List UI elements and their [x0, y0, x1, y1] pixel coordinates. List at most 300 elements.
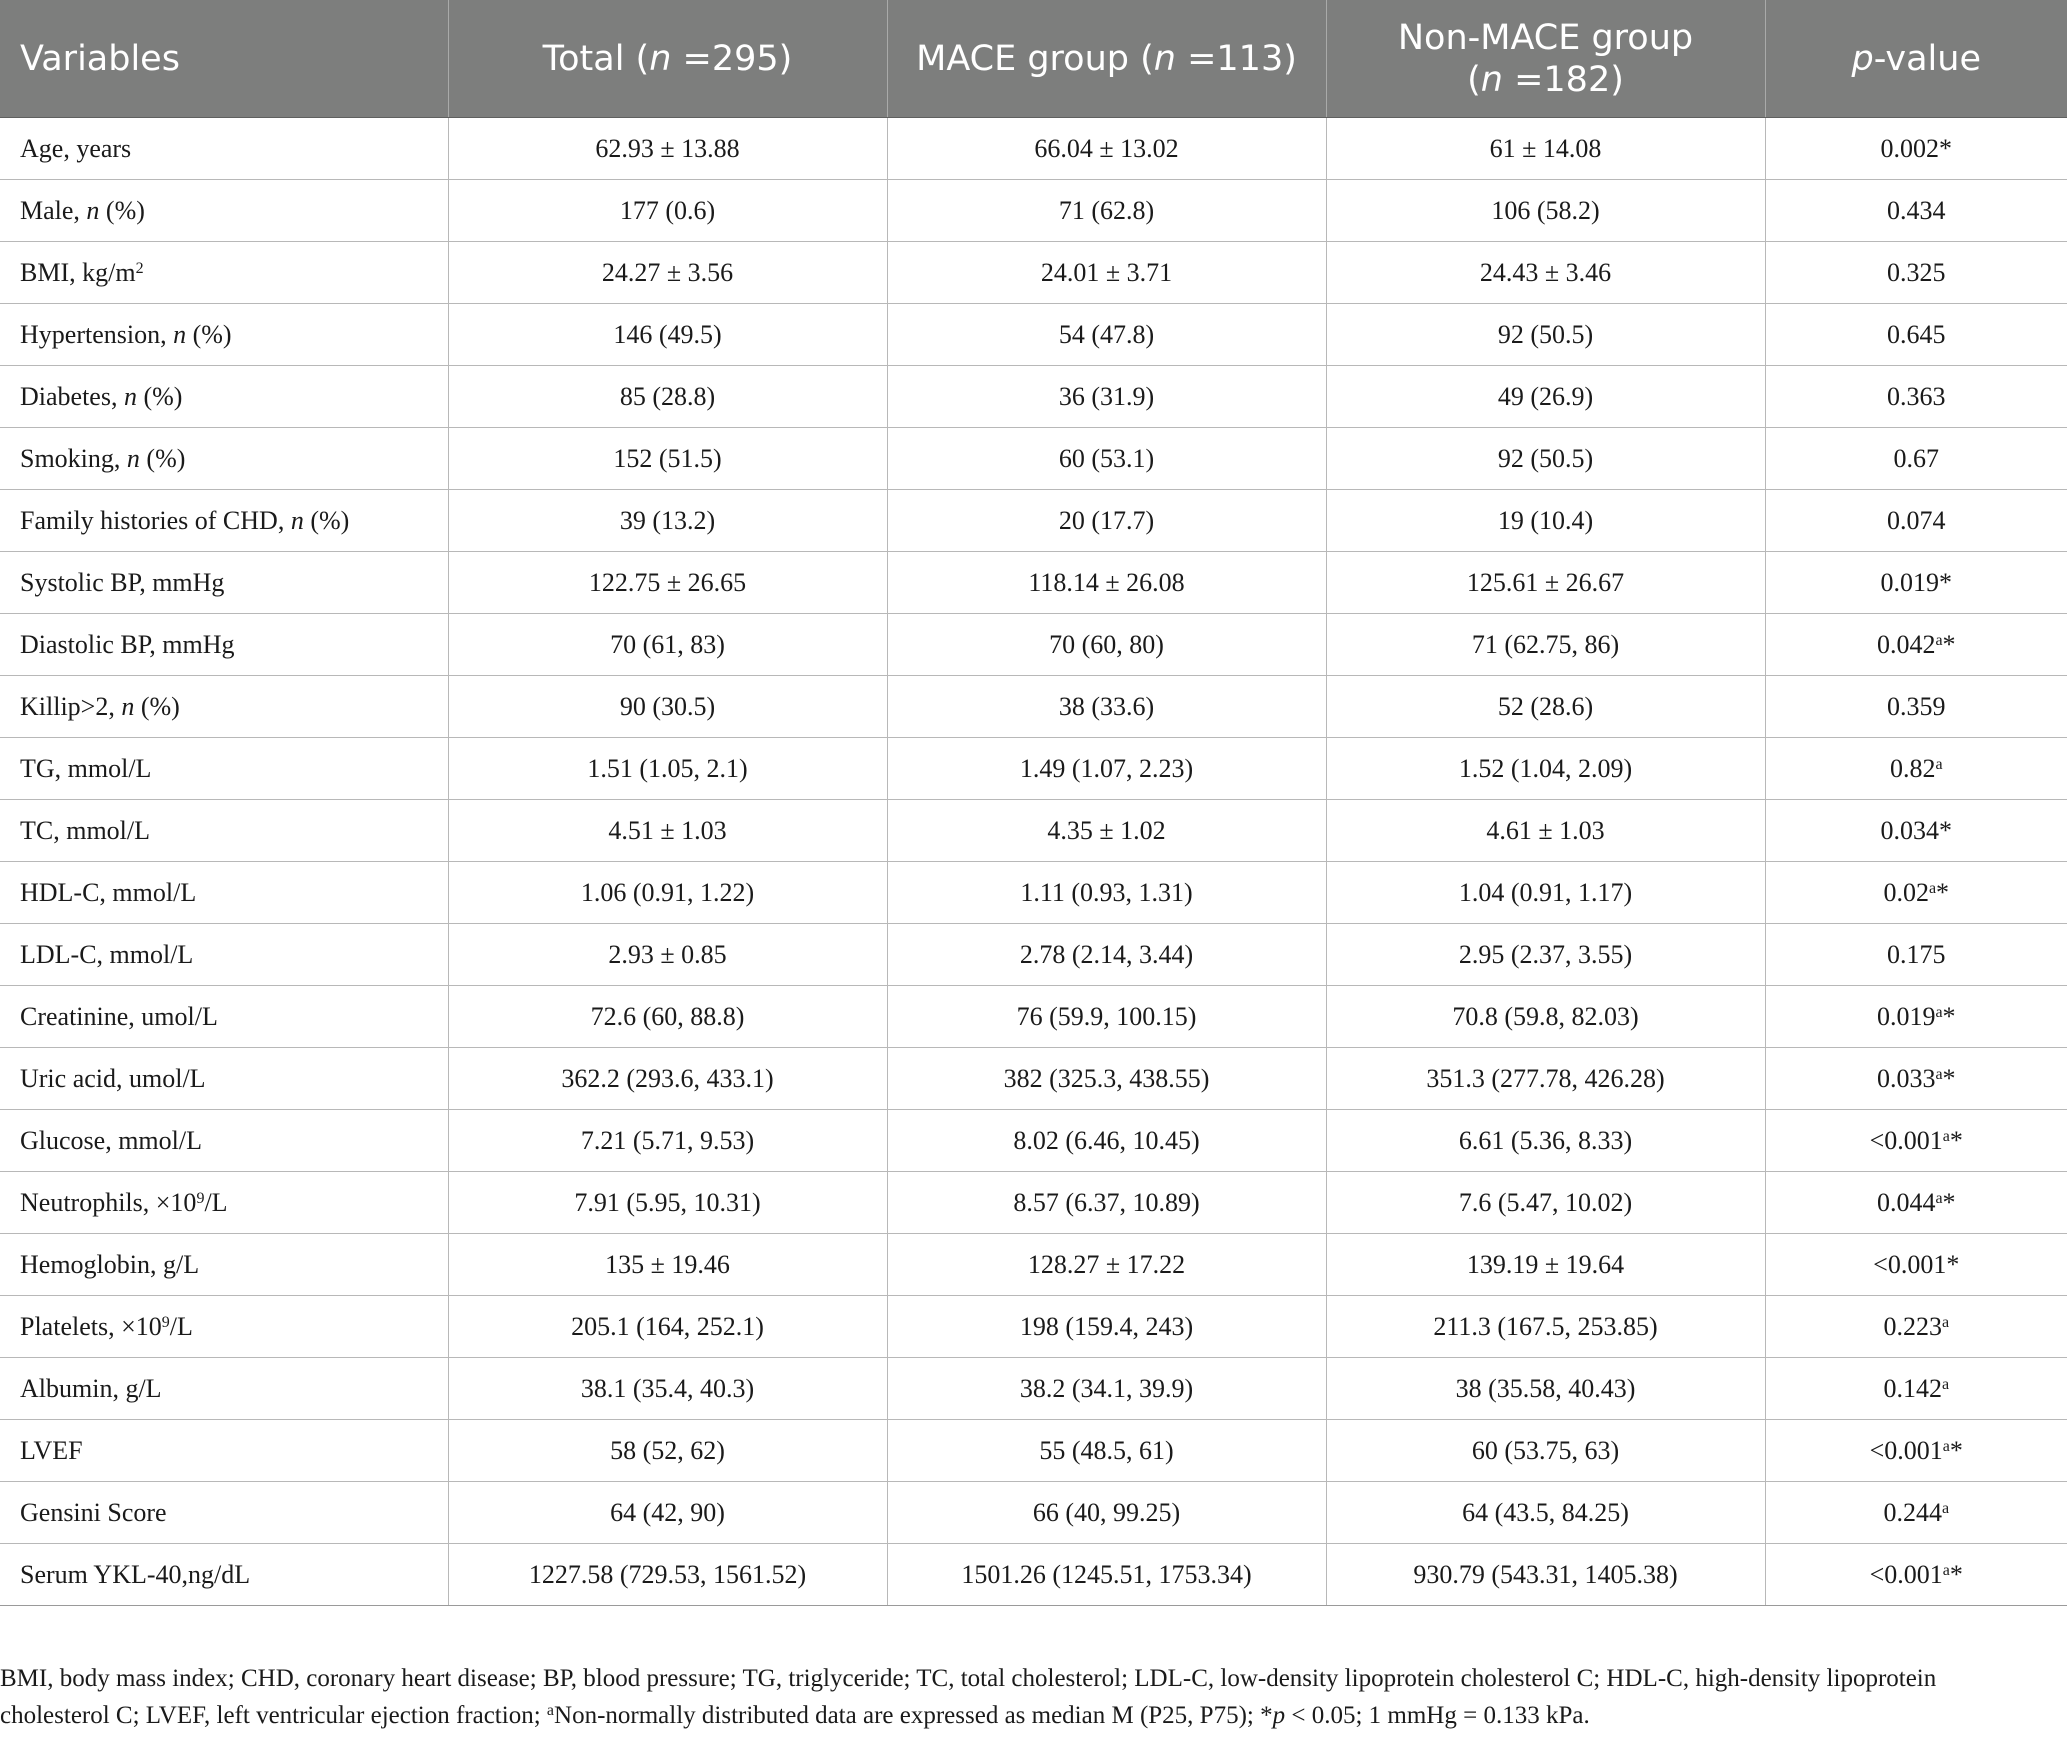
- p-significance-star: *: [1939, 815, 1952, 845]
- mace-value: 54 (47.8): [1058, 319, 1155, 349]
- table-row: [0, 552, 2067, 614]
- cell-total: [448, 614, 887, 676]
- cell-total: [448, 1234, 887, 1296]
- variable-text: Diastolic BP, mmHg: [20, 629, 235, 659]
- cell-variable: [0, 428, 448, 490]
- p-value: <0.001: [1873, 1249, 1947, 1279]
- cell-variable: [0, 366, 448, 428]
- table-row: [0, 924, 2067, 986]
- footnote-line-2-pre: cholesterol C; LVEF, left ventricular ejection fraction;: [0, 1702, 547, 1729]
- cell-nonmace: [1326, 800, 1765, 862]
- header-total-count: =295): [671, 38, 793, 79]
- mace-value: 4.35 ± 1.02: [1047, 815, 1166, 845]
- variable-text: Smoking,: [20, 443, 127, 473]
- mace-value: 66.04 ± 13.02: [1034, 133, 1179, 163]
- cell-nonmace: [1326, 1296, 1765, 1358]
- p-value: 0.044: [1876, 1187, 1936, 1217]
- table-row: [0, 862, 2067, 924]
- total-value: 70 (61, 83): [610, 629, 725, 659]
- variable-text-suffix: (%): [99, 195, 145, 225]
- variable-text: TC, mmol/L: [20, 815, 150, 845]
- cell-nonmace: [1326, 180, 1765, 242]
- total-value: 135 ± 19.46: [605, 1249, 730, 1279]
- cell-nonmace: [1326, 1172, 1765, 1234]
- variable-text: Diabetes,: [20, 381, 124, 411]
- variable-text: Glucose, mmol/L: [20, 1125, 202, 1155]
- cell-p-value: [1765, 1172, 2067, 1234]
- cell-variable: [0, 552, 448, 614]
- variable-text: LVEF: [20, 1435, 83, 1465]
- cell-p-value: [1765, 428, 2067, 490]
- variable-text: Serum YKL-40,ng/dL: [20, 1559, 251, 1589]
- table-row: [0, 118, 2067, 180]
- header-variables-text: Variables: [20, 38, 180, 79]
- p-value: 0.359: [1887, 691, 1946, 721]
- footnote-line-2-mid: Non-normally distributed data are expressed as median M (P25, P75); *: [554, 1702, 1273, 1729]
- cell-total: [448, 924, 887, 986]
- variable-text: Albumin, g/L: [20, 1373, 162, 1403]
- total-value: 62.93 ± 13.88: [595, 133, 740, 163]
- p-superscript-a: a: [1935, 1189, 1943, 1207]
- table-row: [0, 1048, 2067, 1110]
- total-value: 58 (52, 62): [610, 1435, 725, 1465]
- mace-value: 8.02 (6.46, 10.45): [1013, 1125, 1200, 1155]
- variable-text: Male,: [20, 195, 87, 225]
- cell-variable: [0, 738, 448, 800]
- footnote-sup-a: a: [546, 1702, 555, 1719]
- nonmace-value: 7.6 (5.47, 10.02): [1458, 1187, 1633, 1217]
- p-superscript-a: a: [1935, 1003, 1943, 1021]
- p-value: <0.001: [1869, 1435, 1943, 1465]
- cell-total: [448, 1296, 887, 1358]
- cell-p-value: [1765, 676, 2067, 738]
- cell-variable: [0, 1110, 448, 1172]
- cell-total: [448, 800, 887, 862]
- table-row: [0, 1420, 2067, 1482]
- variable-text: Systolic BP, mmHg: [20, 567, 225, 597]
- p-superscript-a: a: [1935, 1065, 1943, 1083]
- mace-value: 128.27 ± 17.22: [1027, 1249, 1186, 1279]
- p-superscript-a: a: [1942, 1127, 1950, 1145]
- nonmace-value: 92 (50.5): [1497, 319, 1594, 349]
- p-value: 0.223: [1883, 1311, 1942, 1341]
- nonmace-value: 1.04 (0.91, 1.17): [1458, 877, 1633, 907]
- nonmace-value: 38 (35.58, 40.43): [1455, 1373, 1636, 1403]
- cell-mace: [887, 1544, 1326, 1606]
- total-value: 362.2 (293.6, 433.1): [561, 1063, 774, 1093]
- header-variables: [0, 0, 448, 118]
- nonmace-value: 351.3 (277.78, 426.28): [1426, 1063, 1665, 1093]
- cell-nonmace: [1326, 1234, 1765, 1296]
- p-significance-star: *: [1949, 1435, 1963, 1465]
- mace-value: 1.11 (0.93, 1.31): [1020, 877, 1193, 907]
- footnote-line-1: BMI, body mass index; CHD, coronary heart disease; BP, blood pressure; TG, triglyceride; TC, total cholesterol; LDL-C, low-density lipoprotein cholesterol C; HDL-C, high-density lipoprotein: [0, 1665, 1937, 1692]
- table-row: [0, 366, 2067, 428]
- variable-text-suffix: (%): [139, 443, 186, 473]
- p-value: 0.02: [1883, 877, 1929, 907]
- cell-variable: [0, 180, 448, 242]
- cell-mace: [887, 800, 1326, 862]
- cell-p-value: [1765, 738, 2067, 800]
- nonmace-value: 49 (26.9): [1497, 381, 1594, 411]
- cell-nonmace: [1326, 118, 1765, 180]
- cell-variable: [0, 1048, 448, 1110]
- variable-superscript: 9: [196, 1189, 205, 1207]
- cell-nonmace: [1326, 1420, 1765, 1482]
- cell-total: [448, 118, 887, 180]
- p-value: 0.142: [1883, 1373, 1942, 1403]
- p-significance-star: *: [1939, 567, 1952, 597]
- cell-total: [448, 304, 887, 366]
- mace-value: 36 (31.9): [1058, 381, 1155, 411]
- total-value: 177 (0.6): [619, 195, 716, 225]
- variable-text: Gensini Score: [20, 1497, 167, 1527]
- mace-value: 8.57 (6.37, 10.89): [1013, 1187, 1200, 1217]
- cell-total: [448, 738, 887, 800]
- variable-text: Killip>2,: [20, 691, 122, 721]
- cell-variable: [0, 118, 448, 180]
- cell-variable: [0, 924, 448, 986]
- header-p-value: [1765, 0, 2067, 118]
- p-value: 0.363: [1887, 381, 1946, 411]
- cell-total: [448, 552, 887, 614]
- cell-nonmace: [1326, 676, 1765, 738]
- p-superscript-a: a: [1942, 1561, 1950, 1579]
- nonmace-value: 92 (50.5): [1497, 443, 1594, 473]
- cell-mace: [887, 1296, 1326, 1358]
- total-value: 122.75 ± 26.65: [588, 567, 747, 597]
- cell-p-value: [1765, 1358, 2067, 1420]
- variable-italic: n: [290, 505, 304, 535]
- p-superscript-a: a: [1941, 1375, 1950, 1393]
- cell-nonmace: [1326, 1048, 1765, 1110]
- cell-variable: [0, 242, 448, 304]
- cell-nonmace: [1326, 986, 1765, 1048]
- variable-italic: n: [86, 195, 100, 225]
- cell-nonmace: [1326, 1544, 1765, 1606]
- nonmace-value: 19 (10.4): [1497, 505, 1594, 535]
- nonmace-value: 6.61 (5.36, 8.33): [1458, 1125, 1633, 1155]
- p-significance-star: *: [1946, 1249, 1960, 1279]
- mace-value: 20 (17.7): [1058, 505, 1155, 535]
- cell-mace: [887, 738, 1326, 800]
- cell-mace: [887, 862, 1326, 924]
- cell-total: [448, 1110, 887, 1172]
- variable-text: Age, years: [20, 133, 132, 163]
- total-value: 1227.58 (729.53, 1561.52): [528, 1559, 807, 1589]
- footnote-line-2: [0, 1697, 2067, 1734]
- p-value: 0.325: [1887, 257, 1946, 287]
- cell-mace: [887, 1048, 1326, 1110]
- variable-text-suffix: /L: [204, 1187, 228, 1217]
- header-nonmace-n: n: [1480, 59, 1503, 100]
- nonmace-value: 139.19 ± 19.64: [1466, 1249, 1625, 1279]
- variable-text: Uric acid, umol/L: [20, 1063, 206, 1093]
- table-row: [0, 1358, 2067, 1420]
- cell-variable: [0, 986, 448, 1048]
- total-value: 1.06 (0.91, 1.22): [580, 877, 755, 907]
- variable-text-suffix: /L: [169, 1311, 193, 1341]
- header-nonmace-label: Non-MACE group: [1397, 17, 1694, 58]
- cell-nonmace: [1326, 552, 1765, 614]
- nonmace-value: 211.3 (167.5, 253.85): [1433, 1311, 1658, 1341]
- nonmace-value: 61 ± 14.08: [1489, 133, 1602, 163]
- cell-nonmace: [1326, 490, 1765, 552]
- cell-p-value: [1765, 1544, 2067, 1606]
- cell-variable: [0, 1482, 448, 1544]
- cell-variable: [0, 676, 448, 738]
- cell-total: [448, 1420, 887, 1482]
- variable-text-suffix: (%): [136, 381, 183, 411]
- cell-mace: [887, 428, 1326, 490]
- cell-p-value: [1765, 1482, 2067, 1544]
- p-significance-star: *: [1936, 877, 1950, 907]
- cell-p-value: [1765, 180, 2067, 242]
- cell-variable: [0, 862, 448, 924]
- header-mace-count: =113): [1175, 38, 1297, 79]
- nonmace-value: 125.61 ± 26.67: [1466, 567, 1625, 597]
- variable-italic: n: [173, 319, 187, 349]
- cell-total: [448, 428, 887, 490]
- table-row: [0, 800, 2067, 862]
- cell-p-value: [1765, 1110, 2067, 1172]
- p-significance-star: *: [1939, 133, 1952, 163]
- cell-total: [448, 862, 887, 924]
- cell-total: [448, 1482, 887, 1544]
- cell-total: [448, 366, 887, 428]
- variable-text: Family histories of CHD,: [20, 505, 291, 535]
- p-value: <0.001: [1869, 1125, 1943, 1155]
- total-value: 152 (51.5): [613, 443, 722, 473]
- nonmace-value: 106 (58.2): [1491, 195, 1600, 225]
- mace-value: 38.2 (34.1, 39.9): [1019, 1373, 1194, 1403]
- p-superscript-a: a: [1928, 879, 1937, 897]
- cell-mace: [887, 552, 1326, 614]
- p-value: 0.67: [1893, 443, 1939, 473]
- header-nonmace-count: =182): [1502, 59, 1624, 100]
- table-row: [0, 304, 2067, 366]
- total-value: 1.51 (1.05, 2.1): [587, 753, 748, 783]
- header-mace: [887, 0, 1326, 118]
- p-value: 0.645: [1887, 319, 1946, 349]
- total-value: 90 (30.5): [619, 691, 716, 721]
- cell-variable: [0, 1234, 448, 1296]
- cell-p-value: [1765, 242, 2067, 304]
- cell-total: [448, 1048, 887, 1110]
- variable-italic: n: [126, 443, 140, 473]
- table-row: [0, 180, 2067, 242]
- header-p-italic: p: [1851, 38, 1874, 79]
- p-value: 0.019: [1876, 1001, 1936, 1031]
- cell-nonmace: [1326, 366, 1765, 428]
- cell-mace: [887, 986, 1326, 1048]
- header-mace-label: MACE group (: [916, 38, 1154, 79]
- p-value: 0.244: [1883, 1497, 1942, 1527]
- variable-text: Hypertension,: [20, 319, 174, 349]
- p-value: 0.434: [1887, 195, 1946, 225]
- variable-text: Creatinine, umol/L: [20, 1001, 218, 1031]
- total-value: 205.1 (164, 252.1): [571, 1311, 764, 1341]
- total-value: 85 (28.8): [619, 381, 716, 411]
- variable-text: Neutrophils, ×10: [20, 1187, 197, 1217]
- mace-value: 118.14 ± 26.08: [1028, 567, 1185, 597]
- cell-mace: [887, 1110, 1326, 1172]
- cell-p-value: [1765, 986, 2067, 1048]
- total-value: 2.93 ± 0.85: [608, 939, 727, 969]
- p-significance-star: *: [1942, 629, 1956, 659]
- nonmace-value: 52 (28.6): [1497, 691, 1594, 721]
- total-value: 7.91 (5.95, 10.31): [574, 1187, 761, 1217]
- table-row: [0, 428, 2067, 490]
- cell-nonmace: [1326, 1358, 1765, 1420]
- mace-value: 198 (159.4, 243): [1019, 1311, 1194, 1341]
- total-value: 146 (49.5): [613, 319, 722, 349]
- cell-mace: [887, 1420, 1326, 1482]
- table-row: [0, 738, 2067, 800]
- cell-nonmace: [1326, 428, 1765, 490]
- p-superscript-a: a: [1941, 1313, 1950, 1331]
- cell-nonmace: [1326, 738, 1765, 800]
- p-significance-star: *: [1942, 1001, 1956, 1031]
- header-total-label: Total (: [542, 38, 650, 79]
- cell-p-value: [1765, 552, 2067, 614]
- total-value: 72.6 (60, 88.8): [590, 1001, 745, 1031]
- p-significance-star: *: [1949, 1559, 1963, 1589]
- cell-p-value: [1765, 1420, 2067, 1482]
- table-header: [0, 0, 2067, 118]
- variable-text-suffix: (%): [186, 319, 232, 349]
- cell-total: [448, 986, 887, 1048]
- cell-p-value: [1765, 800, 2067, 862]
- table-row: [0, 1234, 2067, 1296]
- mace-value: 66 (40, 99.25): [1032, 1497, 1181, 1527]
- cell-p-value: [1765, 1296, 2067, 1358]
- total-value: 39 (13.2): [619, 505, 716, 535]
- cell-p-value: [1765, 304, 2067, 366]
- cell-p-value: [1765, 366, 2067, 428]
- p-superscript-a: a: [1935, 631, 1943, 649]
- table-body: [0, 118, 2067, 1606]
- variable-superscript: 2: [135, 259, 144, 277]
- cell-p-value: [1765, 862, 2067, 924]
- nonmace-value: 930.79 (543.31, 1405.38): [1413, 1559, 1678, 1589]
- header-row: [0, 0, 2067, 118]
- cell-mace: [887, 1234, 1326, 1296]
- nonmace-value: 24.43 ± 3.46: [1479, 257, 1612, 287]
- cell-variable: [0, 800, 448, 862]
- footnote-line-2-post: < 0.05; 1 mmHg = 0.133 kPa.: [1285, 1702, 1590, 1729]
- variable-text: Hemoglobin, g/L: [20, 1249, 200, 1279]
- table-row: [0, 1110, 2067, 1172]
- mace-value: 2.78 (2.14, 3.44): [1019, 939, 1194, 969]
- mace-value: 71 (62.8): [1058, 195, 1155, 225]
- cell-mace: [887, 366, 1326, 428]
- nonmace-value: 71 (62.75, 86): [1471, 629, 1620, 659]
- cell-variable: [0, 1544, 448, 1606]
- p-value: 0.82: [1889, 753, 1936, 783]
- cell-nonmace: [1326, 242, 1765, 304]
- nonmace-value: 2.95 (2.37, 3.55): [1458, 939, 1633, 969]
- header-total: [448, 0, 887, 118]
- cell-mace: [887, 304, 1326, 366]
- nonmace-value: 60 (53.75, 63): [1471, 1435, 1620, 1465]
- cell-total: [448, 1358, 887, 1420]
- header-total-n: n: [649, 38, 672, 79]
- p-value: <0.001: [1869, 1559, 1943, 1589]
- cell-mace: [887, 1172, 1326, 1234]
- nonmace-value: 4.61 ± 1.03: [1486, 815, 1605, 845]
- footnote-p-italic: p: [1272, 1702, 1286, 1729]
- cell-variable: [0, 304, 448, 366]
- variable-text-suffix: (%): [303, 505, 350, 535]
- cell-total: [448, 1544, 887, 1606]
- cell-nonmace: [1326, 862, 1765, 924]
- p-significance-star: *: [1942, 1187, 1956, 1217]
- total-value: 4.51 ± 1.03: [608, 815, 727, 845]
- cell-variable: [0, 1420, 448, 1482]
- cell-mace: [887, 676, 1326, 738]
- p-value: 0.074: [1887, 505, 1946, 535]
- cell-total: [448, 676, 887, 738]
- table-row: [0, 1296, 2067, 1358]
- mace-value: 55 (48.5, 61): [1039, 1435, 1174, 1465]
- cell-p-value: [1765, 118, 2067, 180]
- cell-variable: [0, 1296, 448, 1358]
- mace-value: 1501.26 (1245.51, 1753.34): [961, 1559, 1252, 1589]
- cell-variable: [0, 614, 448, 676]
- cell-variable: [0, 1358, 448, 1420]
- nonmace-value: 1.52 (1.04, 2.09): [1458, 753, 1633, 783]
- cell-nonmace: [1326, 304, 1765, 366]
- variable-text: LDL-C, mmol/L: [20, 939, 194, 969]
- mace-value: 24.01 ± 3.71: [1040, 257, 1173, 287]
- mace-value: 76 (59.9, 100.15): [1016, 1001, 1197, 1031]
- table-row: [0, 242, 2067, 304]
- header-mace-n: n: [1153, 38, 1176, 79]
- variable-italic: n: [123, 381, 137, 411]
- p-value: 0.175: [1887, 939, 1946, 969]
- variable-text: TG, mmol/L: [20, 753, 152, 783]
- mace-value: 382 (325.3, 438.55): [1003, 1063, 1210, 1093]
- cell-mace: [887, 614, 1326, 676]
- mace-value: 60 (53.1): [1058, 443, 1155, 473]
- table-row: [0, 1172, 2067, 1234]
- p-value: 0.019: [1880, 567, 1939, 597]
- cell-mace: [887, 242, 1326, 304]
- p-superscript-a: a: [1942, 1437, 1950, 1455]
- total-value: 38.1 (35.4, 40.3): [580, 1373, 755, 1403]
- table-row: [0, 1482, 2067, 1544]
- mace-value: 70 (60, 80): [1049, 629, 1164, 659]
- cell-total: [448, 1172, 887, 1234]
- cell-nonmace: [1326, 614, 1765, 676]
- table-row: [0, 986, 2067, 1048]
- cell-total: [448, 490, 887, 552]
- cell-variable: [0, 490, 448, 552]
- variable-text: HDL-C, mmol/L: [20, 877, 197, 907]
- cell-mace: [887, 180, 1326, 242]
- total-value: 24.27 ± 3.56: [601, 257, 734, 287]
- mace-value: 38 (33.6): [1058, 691, 1155, 721]
- nonmace-value: 64 (43.5, 84.25): [1462, 1497, 1629, 1527]
- p-value: 0.002: [1880, 133, 1939, 163]
- cell-p-value: [1765, 1048, 2067, 1110]
- cell-mace: [887, 924, 1326, 986]
- cell-total: [448, 180, 887, 242]
- total-value: 7.21 (5.71, 9.53): [580, 1125, 755, 1155]
- table-row: [0, 676, 2067, 738]
- p-value: 0.034: [1880, 815, 1939, 845]
